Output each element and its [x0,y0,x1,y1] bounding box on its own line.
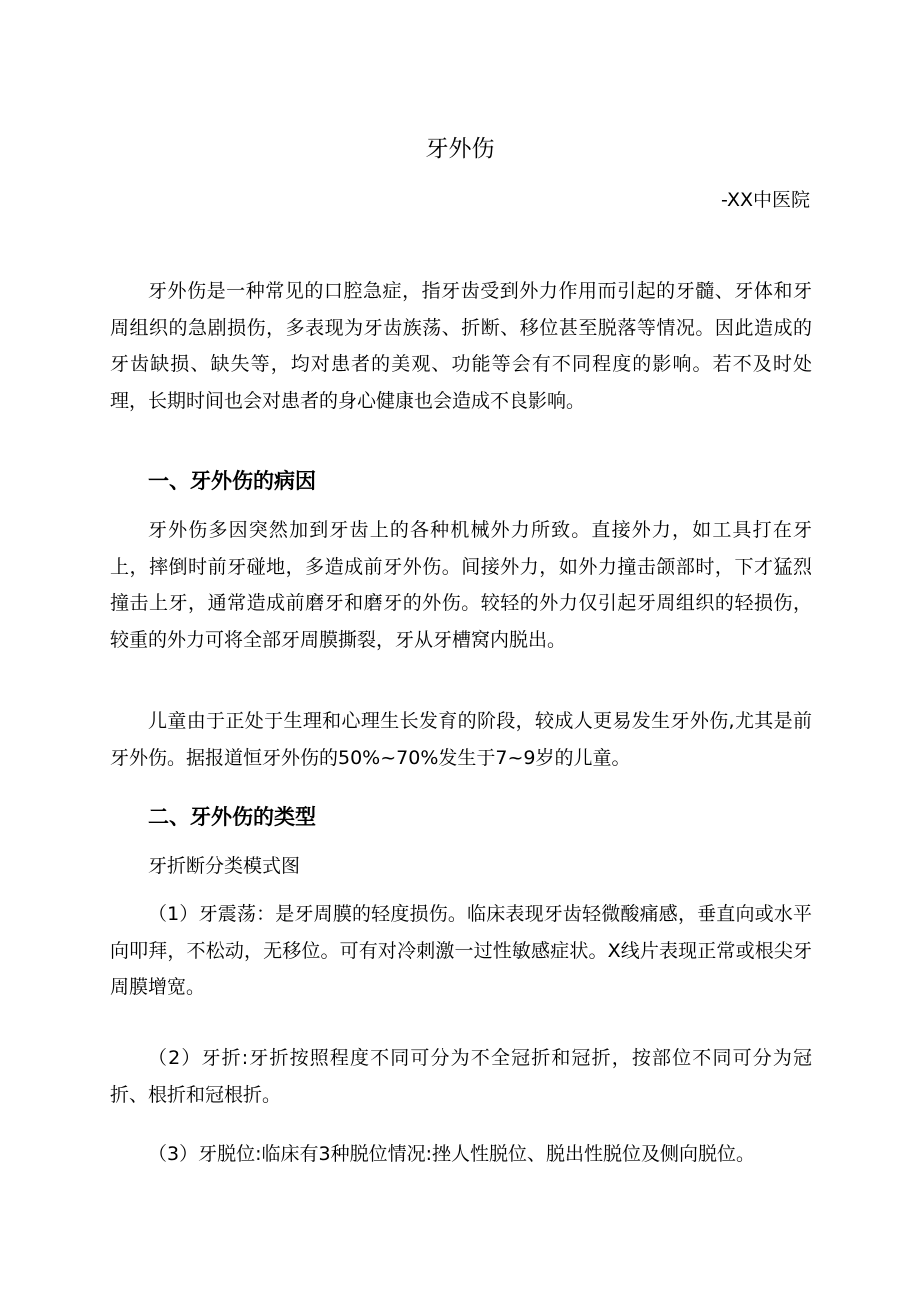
document-title: 牙外伤 [425,136,495,162]
section-heading-causes: 一、牙外伤的病因 [148,469,316,493]
causes-paragraph-2: 儿童由于正处于生理和心理生长发育的阶段，较成人更易发生牙外伤,尤其是前牙外伤。据报道恒牙外伤的50%~70%发生于7~9岁的儿童。 [110,710,812,769]
type-item-concussion: （1）牙震荡：是牙周膜的轻度损伤。临床表现牙齿轻微酸痛感，垂直向或水平向叩拜，不松动，无移位。可有对冷刺激一过性敏感症状。X线片表现正常或根尖牙周膜增宽。 [110,903,812,998]
type-item-fracture: （2）牙折:牙折按照程度不同可分为不全冠折和冠折，按部位不同可分为冠折、根折和冠根折。 [110,1047,812,1106]
document-author: -XX中医院 [721,189,810,211]
section-heading-types: 二、牙外伤的类型 [148,805,316,829]
type-item-luxation: （3）牙脱位:临床有3种脱位情况:挫人性脱位、脱出性脱位及侧向脱位。 [148,1143,755,1165]
intro-paragraph: 牙外伤是一种常见的口腔急症，指牙齿受到外力作用而引起的牙髓、牙体和牙周组织的急剧损伤，多表现为牙齿族荡、折断、移位甚至脱落等情况。因此造成的牙齿缺损、缺失等，均对患者的美观、功能等会有不同程度的影响。若不及时处理，长期时间也会对患者的身心健康也会造成不良影响。 [110,280,812,412]
causes-paragraph-1: 牙外伤多因突然加到牙齿上的各种机械外力所致。直接外力，如工具打在牙上，摔倒时前牙碰地，多造成前牙外伤。间接外力，如外力撞击颌部时，下才猛烈撞击上牙，通常造成前磨牙和磨牙的外伤。较轻的外力仅引起牙周组织的轻损伤，较重的外力可将全部牙周膜撕裂，牙从牙槽窝内脱出。 [110,519,812,651]
figure-caption: 牙折断分类模式图 [148,855,301,877]
